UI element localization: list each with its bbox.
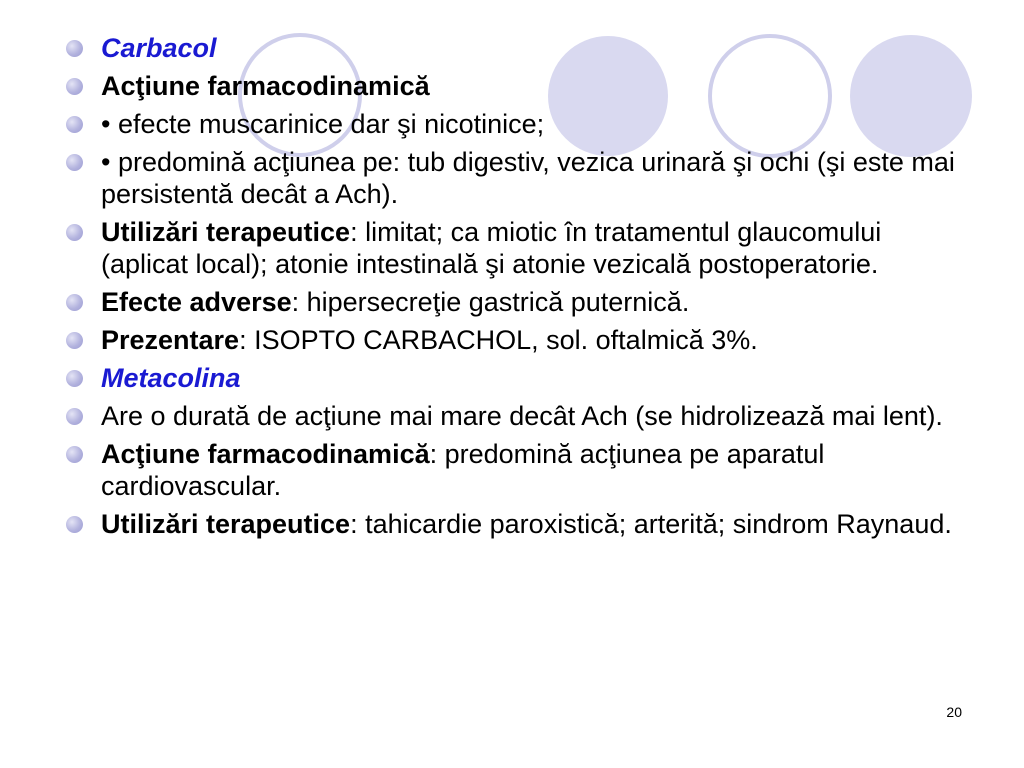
- item-label: Efecte adverse: [101, 287, 292, 317]
- bullet-icon: [66, 294, 83, 311]
- item-text: : hipersecreţie gastrică puternică.: [291, 287, 690, 317]
- bullet-icon: [66, 116, 83, 133]
- item-text: • efecte muscarinice dar şi nicotinice;: [101, 109, 545, 139]
- list-item: [66, 438, 966, 502]
- list-item: [66, 70, 966, 102]
- list-item-metacolina-heading: [66, 362, 966, 394]
- item-text: : limitat; ca miotic în tratamentul glaucomului (aplicat local); atonie intestinală şi atonie vezicală postoperatorie.: [101, 217, 882, 279]
- bullet-icon: [66, 224, 83, 241]
- item-text: : tahicardie paroxistică; arterită; sindrom Raynaud.: [350, 509, 952, 539]
- bullet-icon: [66, 516, 83, 533]
- item-text: : ISOPTO CARBACHOL, sol. oftalmică 3%.: [239, 325, 758, 355]
- list-item: [66, 286, 966, 318]
- item-text: • predomină acţiunea pe: tub digestiv, vezica urinară şi ochi (şi este mai persistentă decât a Ach).: [101, 147, 955, 209]
- item-label: Acţiune farmacodinamică: [101, 439, 430, 469]
- item-text: : predomină acţiunea pe aparatul cardiovascular.: [101, 439, 825, 501]
- section-heading: Metacolina: [101, 363, 241, 393]
- bullet-icon: [66, 78, 83, 95]
- bullet-icon: [66, 446, 83, 463]
- list-item: [66, 324, 966, 356]
- bullet-icon: [66, 408, 83, 425]
- bullet-icon: [66, 332, 83, 349]
- list-item: [66, 216, 966, 280]
- list-item-carbacol-heading: [66, 32, 966, 64]
- bullet-icon: [66, 40, 83, 57]
- item-label: Utilizări terapeutice: [101, 509, 351, 539]
- list-item: [66, 508, 966, 540]
- item-label: Prezentare: [101, 325, 240, 355]
- item-text: Are o durată de acţiune mai mare decât Ach (se hidrolizează mai lent).: [101, 401, 943, 431]
- page-number: 20: [946, 704, 962, 720]
- list-item: [66, 108, 966, 140]
- list-item: [66, 400, 966, 432]
- bullet-list: [66, 32, 966, 546]
- item-label: Utilizări terapeutice: [101, 217, 351, 247]
- list-item: [66, 146, 966, 210]
- bullet-icon: [66, 370, 83, 387]
- bullet-icon: [66, 154, 83, 171]
- section-heading: Carbacol: [101, 33, 217, 63]
- item-label: Acţiune farmacodinamică: [101, 71, 430, 101]
